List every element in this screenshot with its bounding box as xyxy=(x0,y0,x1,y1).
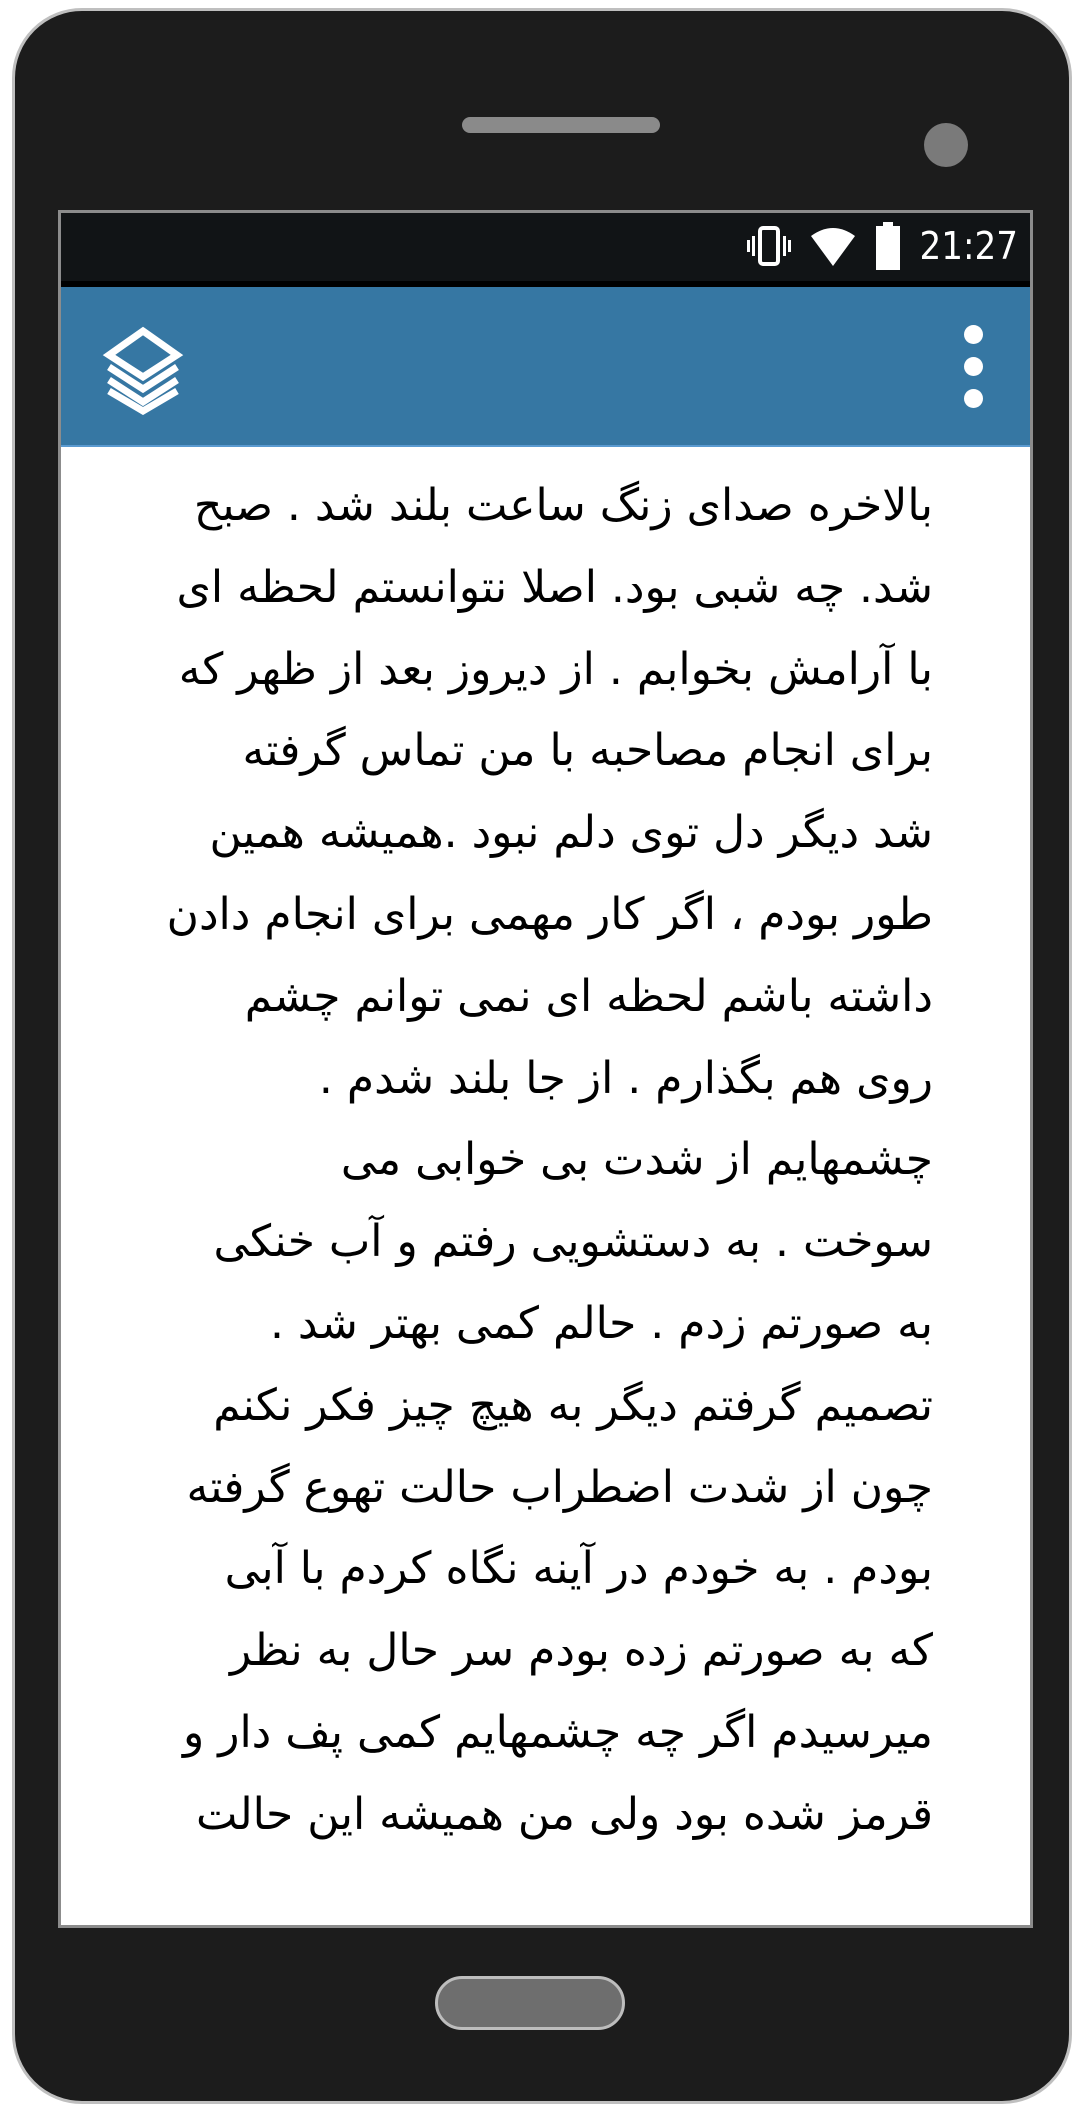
article-line: تصمیم گرفتم دیگر به هیچ چیز فکر نکنم xyxy=(213,1379,933,1431)
wifi-icon xyxy=(809,224,857,268)
article-line: برای انجام مصاحبه با من تماس گرفته xyxy=(242,725,933,777)
status-time: 21:27 xyxy=(919,224,1018,268)
home-button[interactable] xyxy=(435,1976,625,2030)
article-line: داشته باشم لحظه ای نمی توانم چشم xyxy=(244,970,933,1022)
screen xyxy=(58,210,1033,1928)
article-line: شد. چه شبی بود. اصلا نتوانستم لحظه ای xyxy=(176,561,933,613)
article-content xyxy=(61,447,1030,1925)
article-line: قرمز شده بود ولی من همیشه این حالت xyxy=(196,1788,933,1840)
layers-icon xyxy=(101,325,185,415)
app-bar xyxy=(61,287,1030,447)
speaker-grille xyxy=(462,117,660,133)
article-line: با آرامش بخوابم . از دیروز بعد از ظهر که xyxy=(178,643,933,695)
article-line: شد دیگر دل توی دلم نبود .همیشه همین xyxy=(209,807,933,859)
battery-icon xyxy=(875,222,901,270)
article-line: میرسیدم اگر چه چشمهایم کمی پف دار و xyxy=(182,1707,933,1758)
article-line: چون از شدت اضطراب حالت تهوع گرفته xyxy=(186,1461,933,1513)
article-line: که به صورتم زده بودم سر حال به نظر xyxy=(229,1625,933,1677)
article-line: بالاخره صدای زنگ ساعت بلند شد . صبح xyxy=(193,480,933,531)
front-camera xyxy=(924,123,968,167)
overflow-menu-button[interactable] xyxy=(964,325,984,409)
article-line: روی هم بگذارم . از جا بلند شدم . xyxy=(318,1052,933,1104)
article-line: به صورتم زدم . حالم کمی بهتر شد . xyxy=(269,1298,933,1349)
status-bar xyxy=(61,213,1030,287)
article-line: طور بودم ، اگر کار مهمی برای انجام دادن xyxy=(166,889,933,940)
article-line: چشمهایم از شدت بی خوابی می xyxy=(340,1134,933,1186)
article-line: بودم . به خودم در آینه نگاه کردم با آبی xyxy=(224,1543,933,1595)
vibrate-icon xyxy=(747,224,791,268)
article-line: سوخت . به دستشویی رفتم و آب خنکی xyxy=(213,1216,933,1268)
